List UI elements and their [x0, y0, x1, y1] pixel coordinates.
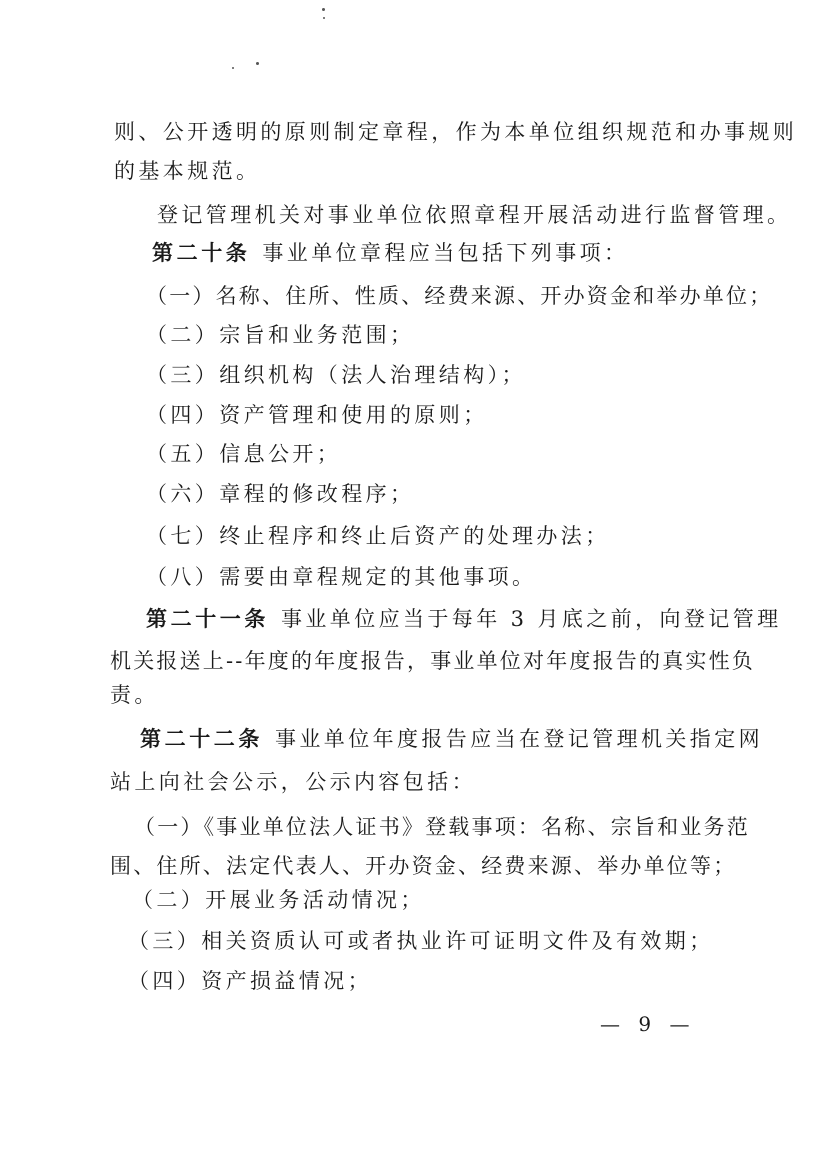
list-item: （一）名称、住所、性质、经费来源、开办资金和举办单位；: [146, 284, 773, 308]
list-item: （七）终止程序和终止后资产的处理办法；: [146, 524, 610, 548]
list-item: 围、住所、法定代表人、开办资金、经费来源、举办单位等；: [110, 854, 737, 878]
list-item: （二）宗旨和业务范围；: [146, 323, 415, 347]
page-number: — 9 —: [600, 1012, 696, 1036]
list-item: （三）相关资质认可或者执业许可证明文件及有效期；: [128, 929, 714, 953]
list-item: （一）《事业单位法人证书》登载事项：名称、宗旨和业务范: [134, 815, 750, 839]
scan-speck: [232, 67, 234, 69]
list-item: （四）资产损益情况；: [128, 969, 372, 993]
article-20: [152, 239, 628, 267]
article-22: [140, 725, 763, 753]
scan-speck: [256, 62, 259, 65]
list-item: （八）需要由章程规定的其他事项。: [146, 565, 537, 589]
paragraph-line: 则、公开透明的原则制定章程，作为本单位组织规范和办事规则: [114, 120, 798, 144]
article-21: [146, 605, 782, 633]
paragraph-line: 站上向社会公示，公示内容包括：: [110, 770, 476, 794]
article-heading: 第二十条: [152, 240, 251, 265]
paragraph-line: 的基本规范。: [114, 159, 261, 183]
article-heading: 第二十二条: [140, 726, 263, 751]
paragraph: 登记管理机关对事业单位依照章程开展活动进行监督管理。: [157, 203, 792, 227]
list-item: （四）资产管理和使用的原则；: [146, 403, 488, 427]
paragraph-line: 机关报送上--年度的年度报告，事业单位对年度报告的真实性负: [110, 649, 755, 673]
article-text: 事业单位章程应当包括下列事项：: [262, 241, 629, 265]
list-item: （三）组织机构（法人治理结构）；: [146, 363, 526, 387]
paragraph-line: 责。: [110, 683, 159, 707]
list-item: （二）开展业务活动情况；: [132, 888, 425, 912]
list-item: （六）章程的修改程序；: [146, 482, 415, 506]
list-item: （五）信息公开；: [146, 442, 342, 466]
scan-speck: [323, 17, 325, 19]
article-text: 事业单位年度报告应当在登记管理机关指定网: [275, 727, 763, 751]
article-heading: 第二十一条: [146, 606, 269, 631]
article-text: 事业单位应当于每年 3 月底之前，向登记管理: [281, 607, 782, 631]
scan-speck: [322, 8, 325, 11]
